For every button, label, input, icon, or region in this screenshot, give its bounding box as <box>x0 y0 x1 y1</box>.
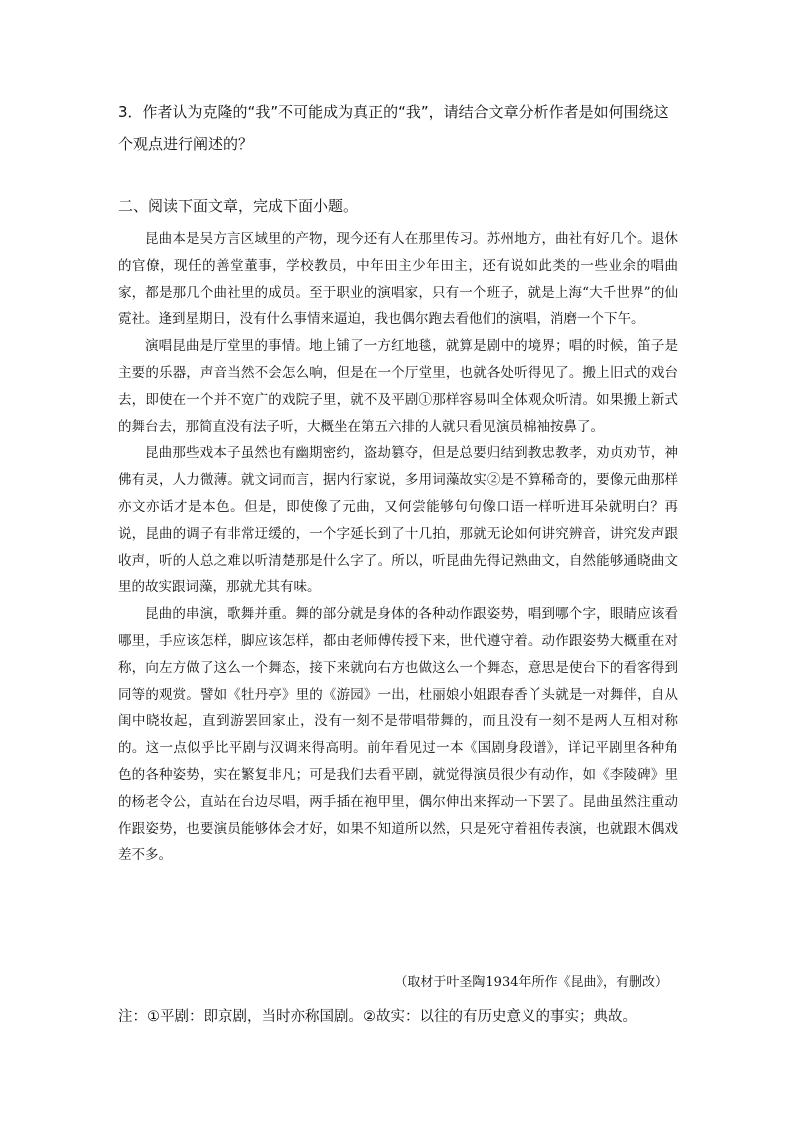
passage-source: （取材于叶圣陶1934年所作《昆曲》，有删改） <box>394 975 668 990</box>
reading-passage <box>118 226 678 869</box>
footnote: 注：①平剧：即京剧，当时亦称国剧。②故实：以往的有历史意义的事实；典故。 <box>118 1009 637 1025</box>
passage-paragraph: 昆曲本是吴方言区域里的产物，现今还有人在那里传习。苏州地方，曲社有好几个。退休的官僚，现任的善堂董事，学校教员，中年田主少年田主，还有说如此类的一些业余的唱曲家，都是那几个曲社里的成员。至于职业的演唱家，只有一个班子，就是上海“大千世界”的仙霓社。逢到星期日，没有什么事情来逼迫，我也偶尔跑去看他们的演唱，消磨一个下午。 <box>118 231 678 328</box>
passage-paragraph: 昆曲的串演，歌舞并重。舞的部分就是身体的各种动作跟姿势，唱到哪个字，眼睛应该看哪里，手应该怎样，脚应该怎样，都由老师傅传授下来，世代遵守着。动作跟姿势大概重在对称，向左方做了这么一个舞态，接下来就向右方也做这么一个舞态，意思是使台下的看客得到同等的观赏。譬如《牡丹亭》里的《游园》一出，杜丽娘小姐跟春香丫头就是一对舞伴，自从闺中晓妆起，直到游罢回家止，没有一刻不是带唱带舞的，而且没有一刻不是两人互相对称的。这一点似乎比平剧与汉调来得高明。前年看见过一本《国剧身段谱》，详记平剧里各种角色的各种姿势，实在繁复非凡；可是我们去看平剧，就觉得演员很少有动作，如《李陵碑》里的杨老令公，直站在台边尽唱，两手插在袍甲里，偶尔伸出来挥动一下罢了。昆曲虽然注重动作跟姿势，也要演员能够体会才好，如果不知道所以然，只是死守着祖传表演，也就跟木偶戏差不多。 <box>118 606 678 864</box>
passage-paragraph: 昆曲那些戏本子虽然也有幽期密约，盗劫篡夺，但是总要归结到教忠教孝，劝贞劝节，神佛有灵，人力微薄。就文词而言，据内行家说，多用词藻故实②是不算稀奇的，要像元曲那样亦文亦话才是本色。但是，即使像了元曲，又何尝能够句句像口语一样听进耳朵就明白？再说，昆曲的调子有非常迂缓的，一个字延长到了十几拍，那就无论如何讲究辨音，讲究发声跟收声，听的人总之难以听清楚那是什么字了。所以，听昆曲先得记熟曲文，自然能够通晓曲文里的故实跟词藻，那就尤其有味。 <box>118 445 678 596</box>
passage-paragraph: 演唱昆曲是厅堂里的事情。地上铺了一方红地毯，就算是剧中的境界；唱的时候，笛子是主要的乐器，声音当然不会怎么响，但是在一个厅堂里，也就各处听得见了。搬上旧式的戏台去，即使在一个并不宽广的戏院子里，就不及平剧①那样容易叫全体观众听清。如果搬上新式的舞台去，那简直没有法子听，大概坐在第五六排的人就只看见演员棉袖按鼻了。 <box>118 338 678 435</box>
question-3: 3．作者认为克隆的“我”不可能成为真正的“我”，请结合文章分析作者是如何围绕这个观点进行阐述的？ <box>118 103 669 153</box>
section-2-title: 二、阅读下面文章，完成下面小题。 <box>118 197 359 215</box>
